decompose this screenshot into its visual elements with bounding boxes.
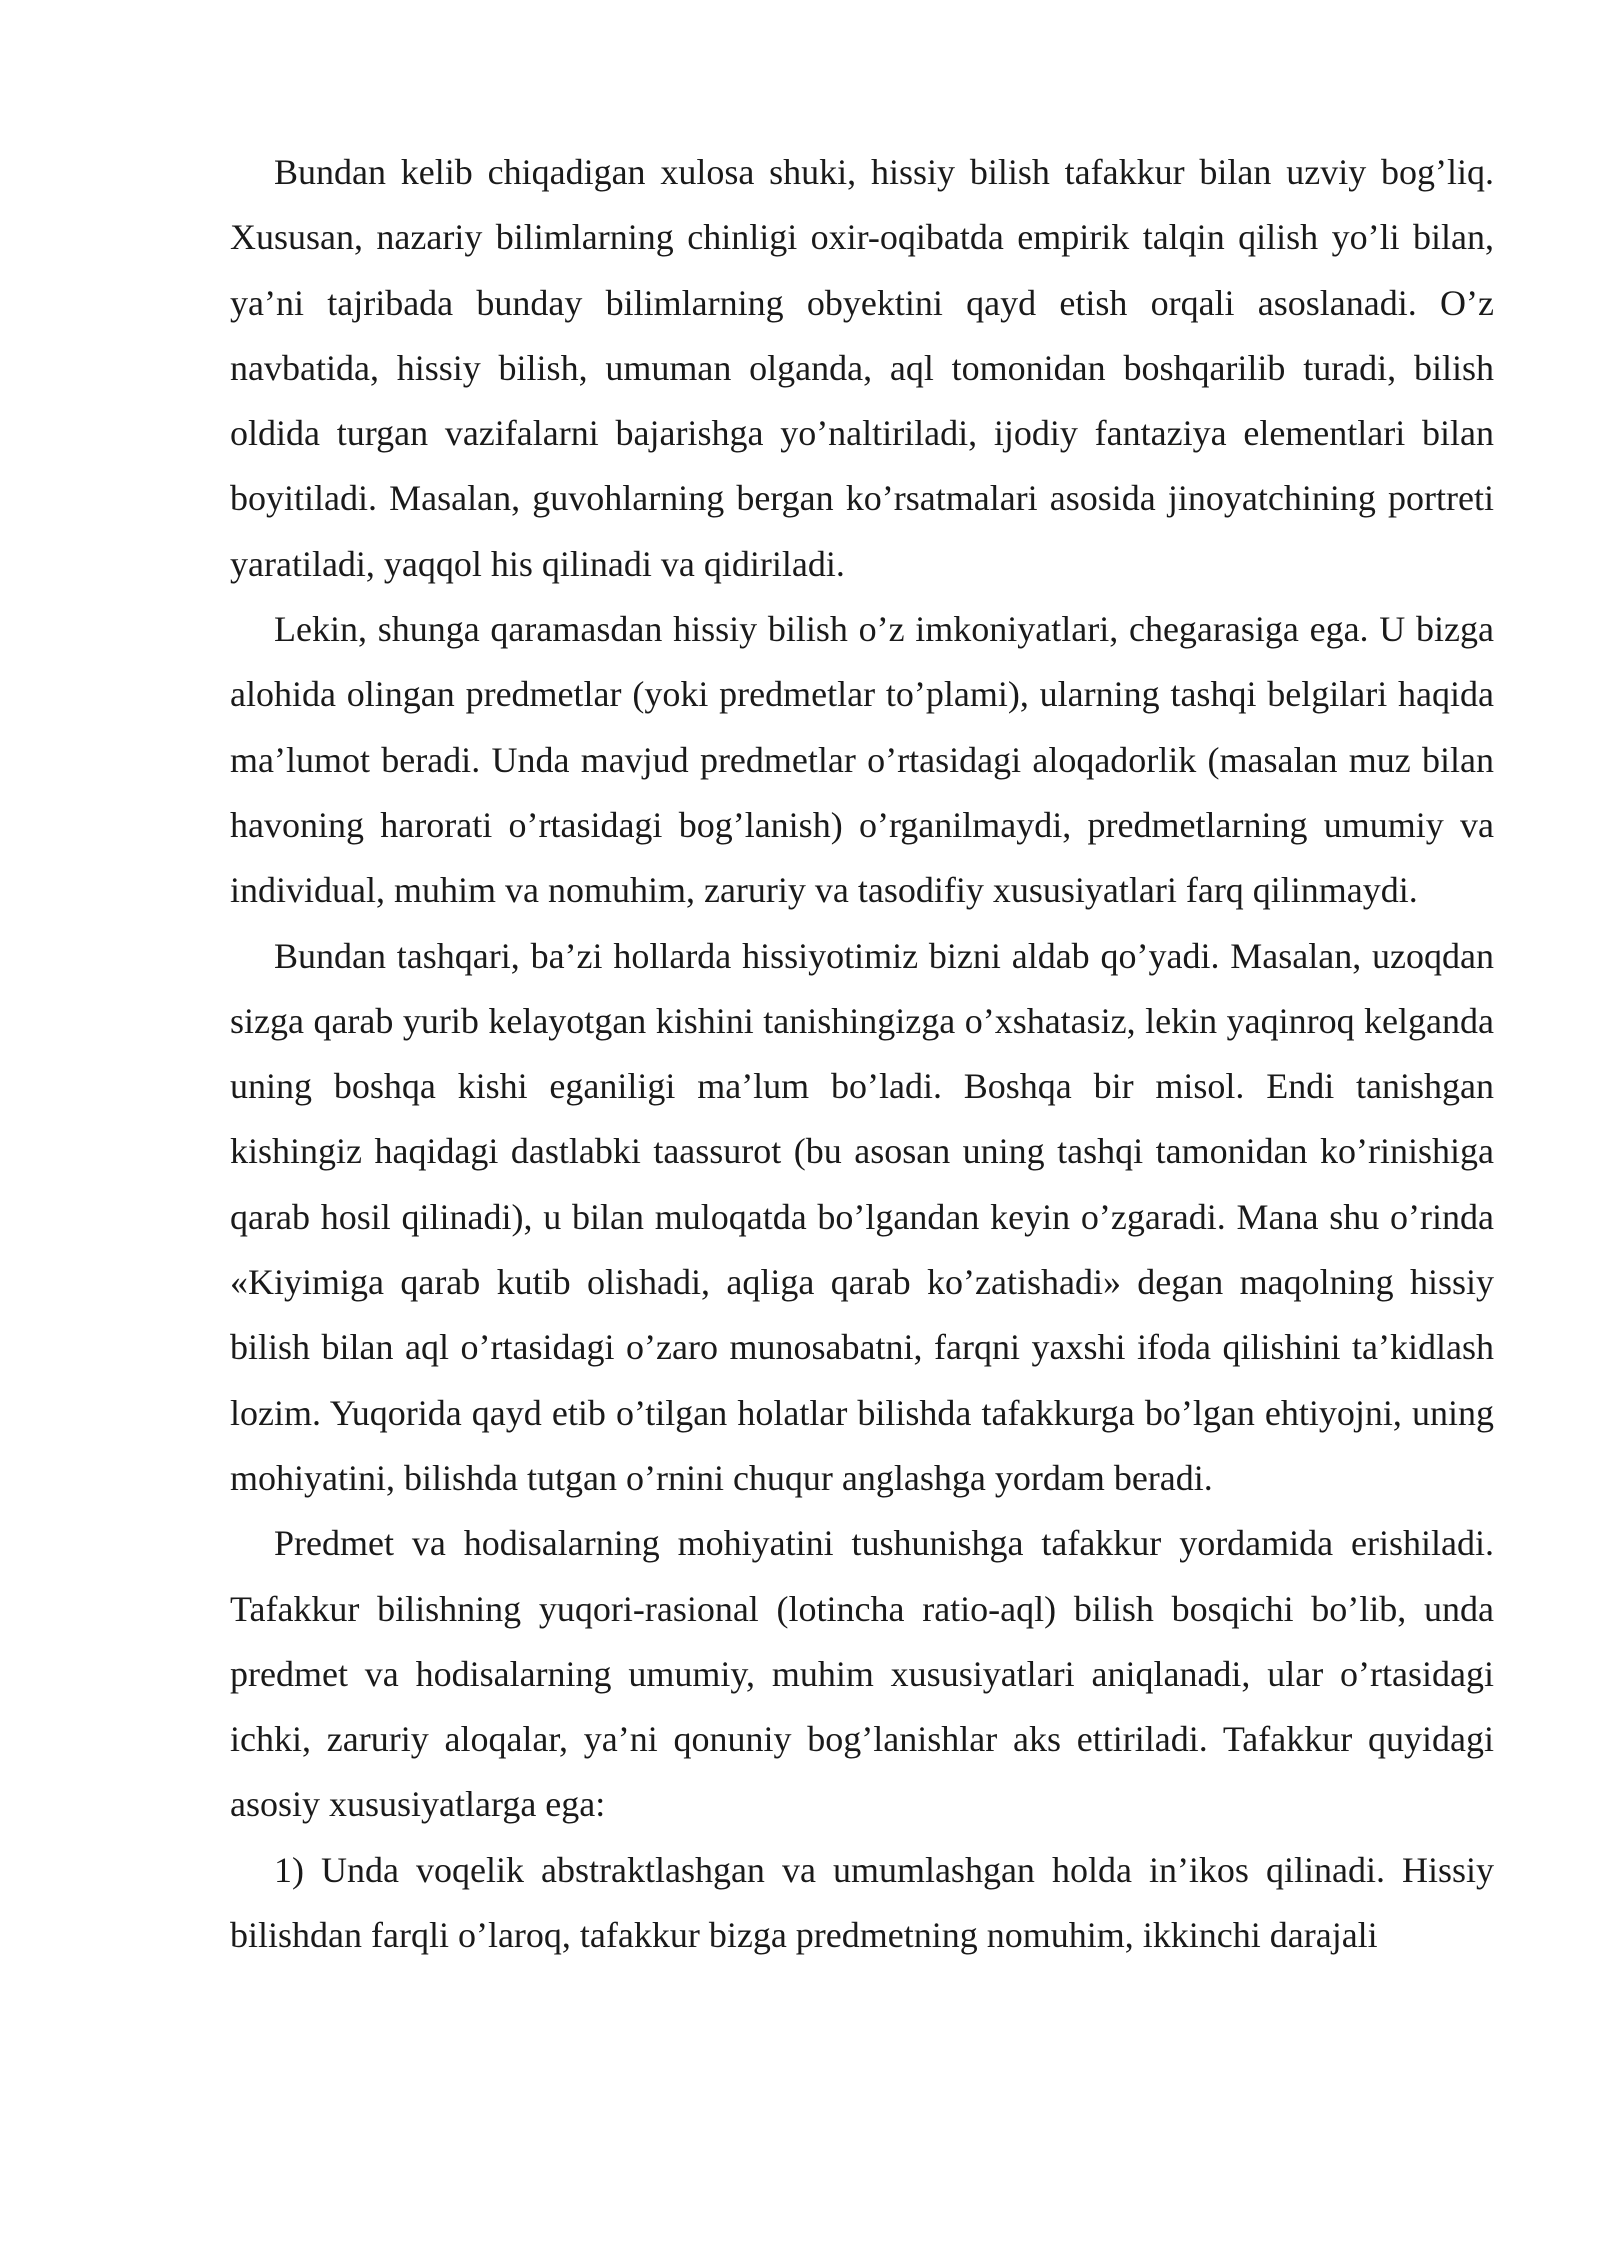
document-page <box>230 140 1494 1968</box>
paragraph: 1) Unda voqelik abstraktlashgan va umumlashgan holda in’ikos qilinadi. Hissiy bilishdan farqli o’laroq, tafakkur bizga predmetning nomuhim, ikkinchi darajali <box>230 1849 1494 1956</box>
paragraph: Predmet va hodisalarning mohiyatini tushunishga tafakkur yordamida erishiladi. Tafakkur bilishning yuqori-rasional (lotincha ratio-aql) bilish bosqichi bo’lib, unda predmet va hodisalarning umumiy, muhim xususiyatlari aniqlanadi, ular o’rtasidagi ichki, zaruriy aloqalar, ya’ni qonuniy bog’lanishlar aks ettiriladi. Tafakkur quyidagi asosiy xususiyatlarga ega: <box>230 1523 1494 1825</box>
paragraph: Bundan tashqari, ba’zi hollarda hissiyotimiz bizni aldab qo’yadi. Masalan, uzoqdan sizga qarab yurib kelayotgan kishini tanishingizga o’xshatasiz, lekin yaqinroq kelganda uning boshqa kishi eganiligi ma’lum bo’ladi. Boshqa bir misol. Endi tanishgan kishingiz haqidagi dastlabki taassurot (bu asosan uning tashqi tamonidan ko’rinishiga qarab hosil qilinadi), u bilan muloqatda bo’lgandan keyin o’zgaradi. Mana shu o’rinda «Kiyimiga qarab kutib olishadi, aqliga qarab ko’zatishadi» degan maqolning hissiy bilish bilan aql o’rtasidagi o’zaro munosabatni, farqni yaxshi ifoda qilishini ta’kidlash lozim. Yuqorida qayd etib o’tilgan holatlar bilishda tafakkurga bo’lgan ehtiyojni, uning mohiyatini, bilishda tutgan o’rnini chuqur anglashga yordam beradi. <box>230 935 1494 1498</box>
paragraph: Bundan kelib chiqadigan xulosa shuki, hissiy bilish tafakkur bilan uzviy bog’liq. Xususan, nazariy bilimlarning chinligi oxir-oqibatda empirik talqin qilish yo’li bilan, ya’ni tajribada bunday bilimlarning obyektini qayd etish orqali asoslanadi. O’z navbatida, hissiy bilish, umuman olganda, aql tomonidan boshqarilib turadi, bilish oldida turgan vazifalarni bajarishga yo’naltiriladi, ijodiy fantaziya elementlari bilan boyitiladi. Masalan, guvohlarning bergan ko’rsatmalari asosida jinoyatchining portreti yaratiladi, yaqqol his qilinadi va qidiriladi. <box>230 152 1494 584</box>
paragraph: Lekin, shunga qaramasdan hissiy bilish o’z imkoniyatlari, chegarasiga ega. U bizga alohida olingan predmetlar (yoki predmetlar to’plami), ularning tashqi belgilari haqida ma’lumot beradi. Unda mavjud predmetlar o’rtasidagi aloqadorlik (masalan muz bilan havoning harorati o’rtasidagi bog’lanish) o’rganilmaydi, predmetlarning umumiy va individual, muhim va nomuhim, zaruriy va tasodifiy xususiyatlari farq qilinmaydi. <box>230 609 1494 911</box>
